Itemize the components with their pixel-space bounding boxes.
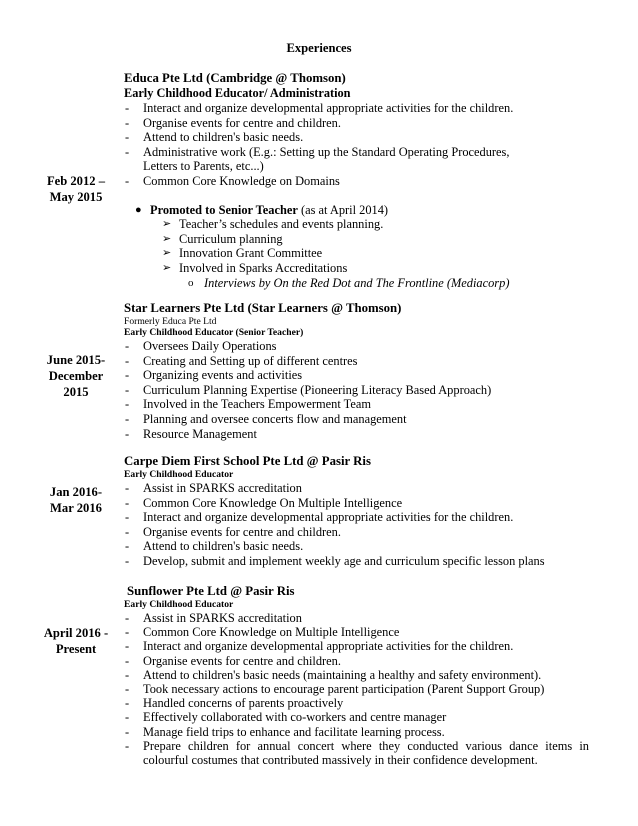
experience-content	[124, 70, 594, 290]
duty-list	[124, 339, 594, 441]
list-item: - Common Core Knowledge on Domains	[124, 174, 524, 189]
job-role: Early Childhood Educator	[124, 599, 234, 610]
company-name: Star Learners Pte Ltd (Star Learners @ Thomson)	[124, 301, 402, 315]
date-start: June 2015-	[46, 353, 106, 367]
arrow-icon: ➢	[162, 247, 172, 260]
list-item: - Creating and Setting up of different centres	[124, 354, 594, 369]
list-item: - Curriculum Planning Expertise (Pioneering Literacy Based Approach)	[124, 383, 594, 398]
list-item: - Attend to children's basic needs.	[124, 539, 600, 554]
company-note: Formerly Educa Pte Ltd	[124, 316, 217, 327]
list-item: - Manage field trips to enhance and facilitate learning process.	[124, 725, 589, 739]
date-end: December	[48, 369, 104, 383]
date-end: May 2015	[49, 190, 103, 204]
date-range	[36, 173, 116, 205]
list-item: - Interact and organize developmental appropriate activities for the children.	[124, 639, 589, 653]
date-range	[36, 625, 116, 657]
list-item: - Attend to children's basic needs (maintaining a healthy and safety environment).	[124, 668, 589, 682]
list-item: ➢ Innovation Grant Committee	[162, 246, 323, 261]
circle-bullet-icon: o	[188, 276, 194, 289]
list-item: - Resource Management	[124, 427, 594, 442]
list-item: ➢ Teacher’s schedules and events planning.	[162, 217, 384, 232]
date-start: Feb 2012 –	[46, 174, 106, 188]
list-item: - Handled concerns of parents proactively	[124, 696, 589, 710]
list-item: - Interact and organize developmental appropriate activities for the children.	[124, 510, 600, 525]
date-range	[36, 352, 116, 400]
list-item: - Oversees Daily Operations	[124, 339, 594, 354]
promotion-title: Promoted to Senior Teacher	[150, 202, 298, 217]
list-item: - Organizing events and activities	[124, 368, 594, 383]
date-end: Mar 2016	[50, 501, 102, 515]
arrow-icon: ➢	[162, 232, 172, 245]
list-item: - Planning and oversee concerts flow and management	[124, 412, 594, 427]
list-item: - Effectively collaborated with co-workers and centre manager	[124, 710, 589, 724]
list-item: - Assist in SPARKS accreditation	[124, 611, 589, 625]
list-item: - Common Core Knowledge on Multiple Intelligence	[124, 625, 589, 639]
job-role: Early Childhood Educator (Senior Teacher)	[124, 327, 304, 338]
list-item: - Involved in the Teachers Empowerment Team	[124, 397, 594, 412]
date-range	[36, 484, 116, 516]
list-item: - Attend to children's basic needs.	[124, 130, 524, 145]
arrow-icon: ➢	[162, 261, 172, 274]
list-item: - Assist in SPARKS accreditation	[124, 481, 600, 496]
list-item: ➢ Involved in Sparks Accreditations	[162, 260, 348, 275]
bullet-icon: ●	[135, 203, 142, 216]
promotion-line	[124, 203, 594, 218]
duty-list	[124, 611, 589, 767]
list-item: - Took necessary actions to encourage parent participation (Parent Support Group)	[124, 682, 589, 696]
promotion-subitem: o Interviews by On the Red Dot and The Frontline (Mediacorp)	[188, 275, 510, 290]
experience-content	[124, 453, 600, 569]
promotion-note: (as at April 2014)	[300, 202, 389, 217]
list-item: - Administrative work (E.g.: Setting up the Standard Operating Procedures, Letters to Parents, etc...)	[124, 145, 515, 174]
experience-content	[124, 583, 589, 767]
date-start: Jan 2016-	[49, 485, 103, 499]
list-item: - Common Core Knowledge On Multiple Intelligence	[124, 496, 600, 511]
list-item: ➢ Curriculum planning	[162, 231, 283, 246]
list-item: - Organise events for centre and children.	[124, 525, 600, 540]
job-role: Early Childhood Educator/ Administration	[124, 86, 351, 100]
list-item: - Prepare children for annual concert where they conducted various dance items in colourful costumes that contributed massively in their confidence development.	[124, 739, 589, 767]
arrow-icon: ➢	[162, 218, 172, 231]
date-start: April 2016 -	[43, 626, 109, 640]
list-item: - Organise events for centre and children.	[124, 654, 589, 668]
list-item: - Develop, submit and implement weekly age and curriculum specific lesson plans	[124, 554, 600, 569]
company-name: Carpe Diem First School Pte Ltd @ Pasir Ris	[124, 454, 371, 468]
page-title: Experiences	[286, 41, 352, 55]
date-end-year: 2015	[63, 385, 89, 399]
company-name: Sunflower Pte Ltd @ Pasir Ris	[127, 584, 295, 598]
list-item: - Organise events for centre and children.	[124, 116, 524, 131]
duty-list	[124, 101, 524, 189]
experience-content	[124, 300, 594, 441]
list-item: - Interact and organize developmental appropriate activities for the children.	[124, 101, 524, 116]
company-name: Educa Pte Ltd (Cambridge @ Thomson)	[124, 71, 346, 85]
promotion-list	[124, 217, 594, 275]
date-end: Present	[55, 642, 97, 656]
duty-list	[124, 481, 600, 569]
job-role: Early Childhood Educator	[124, 469, 234, 480]
